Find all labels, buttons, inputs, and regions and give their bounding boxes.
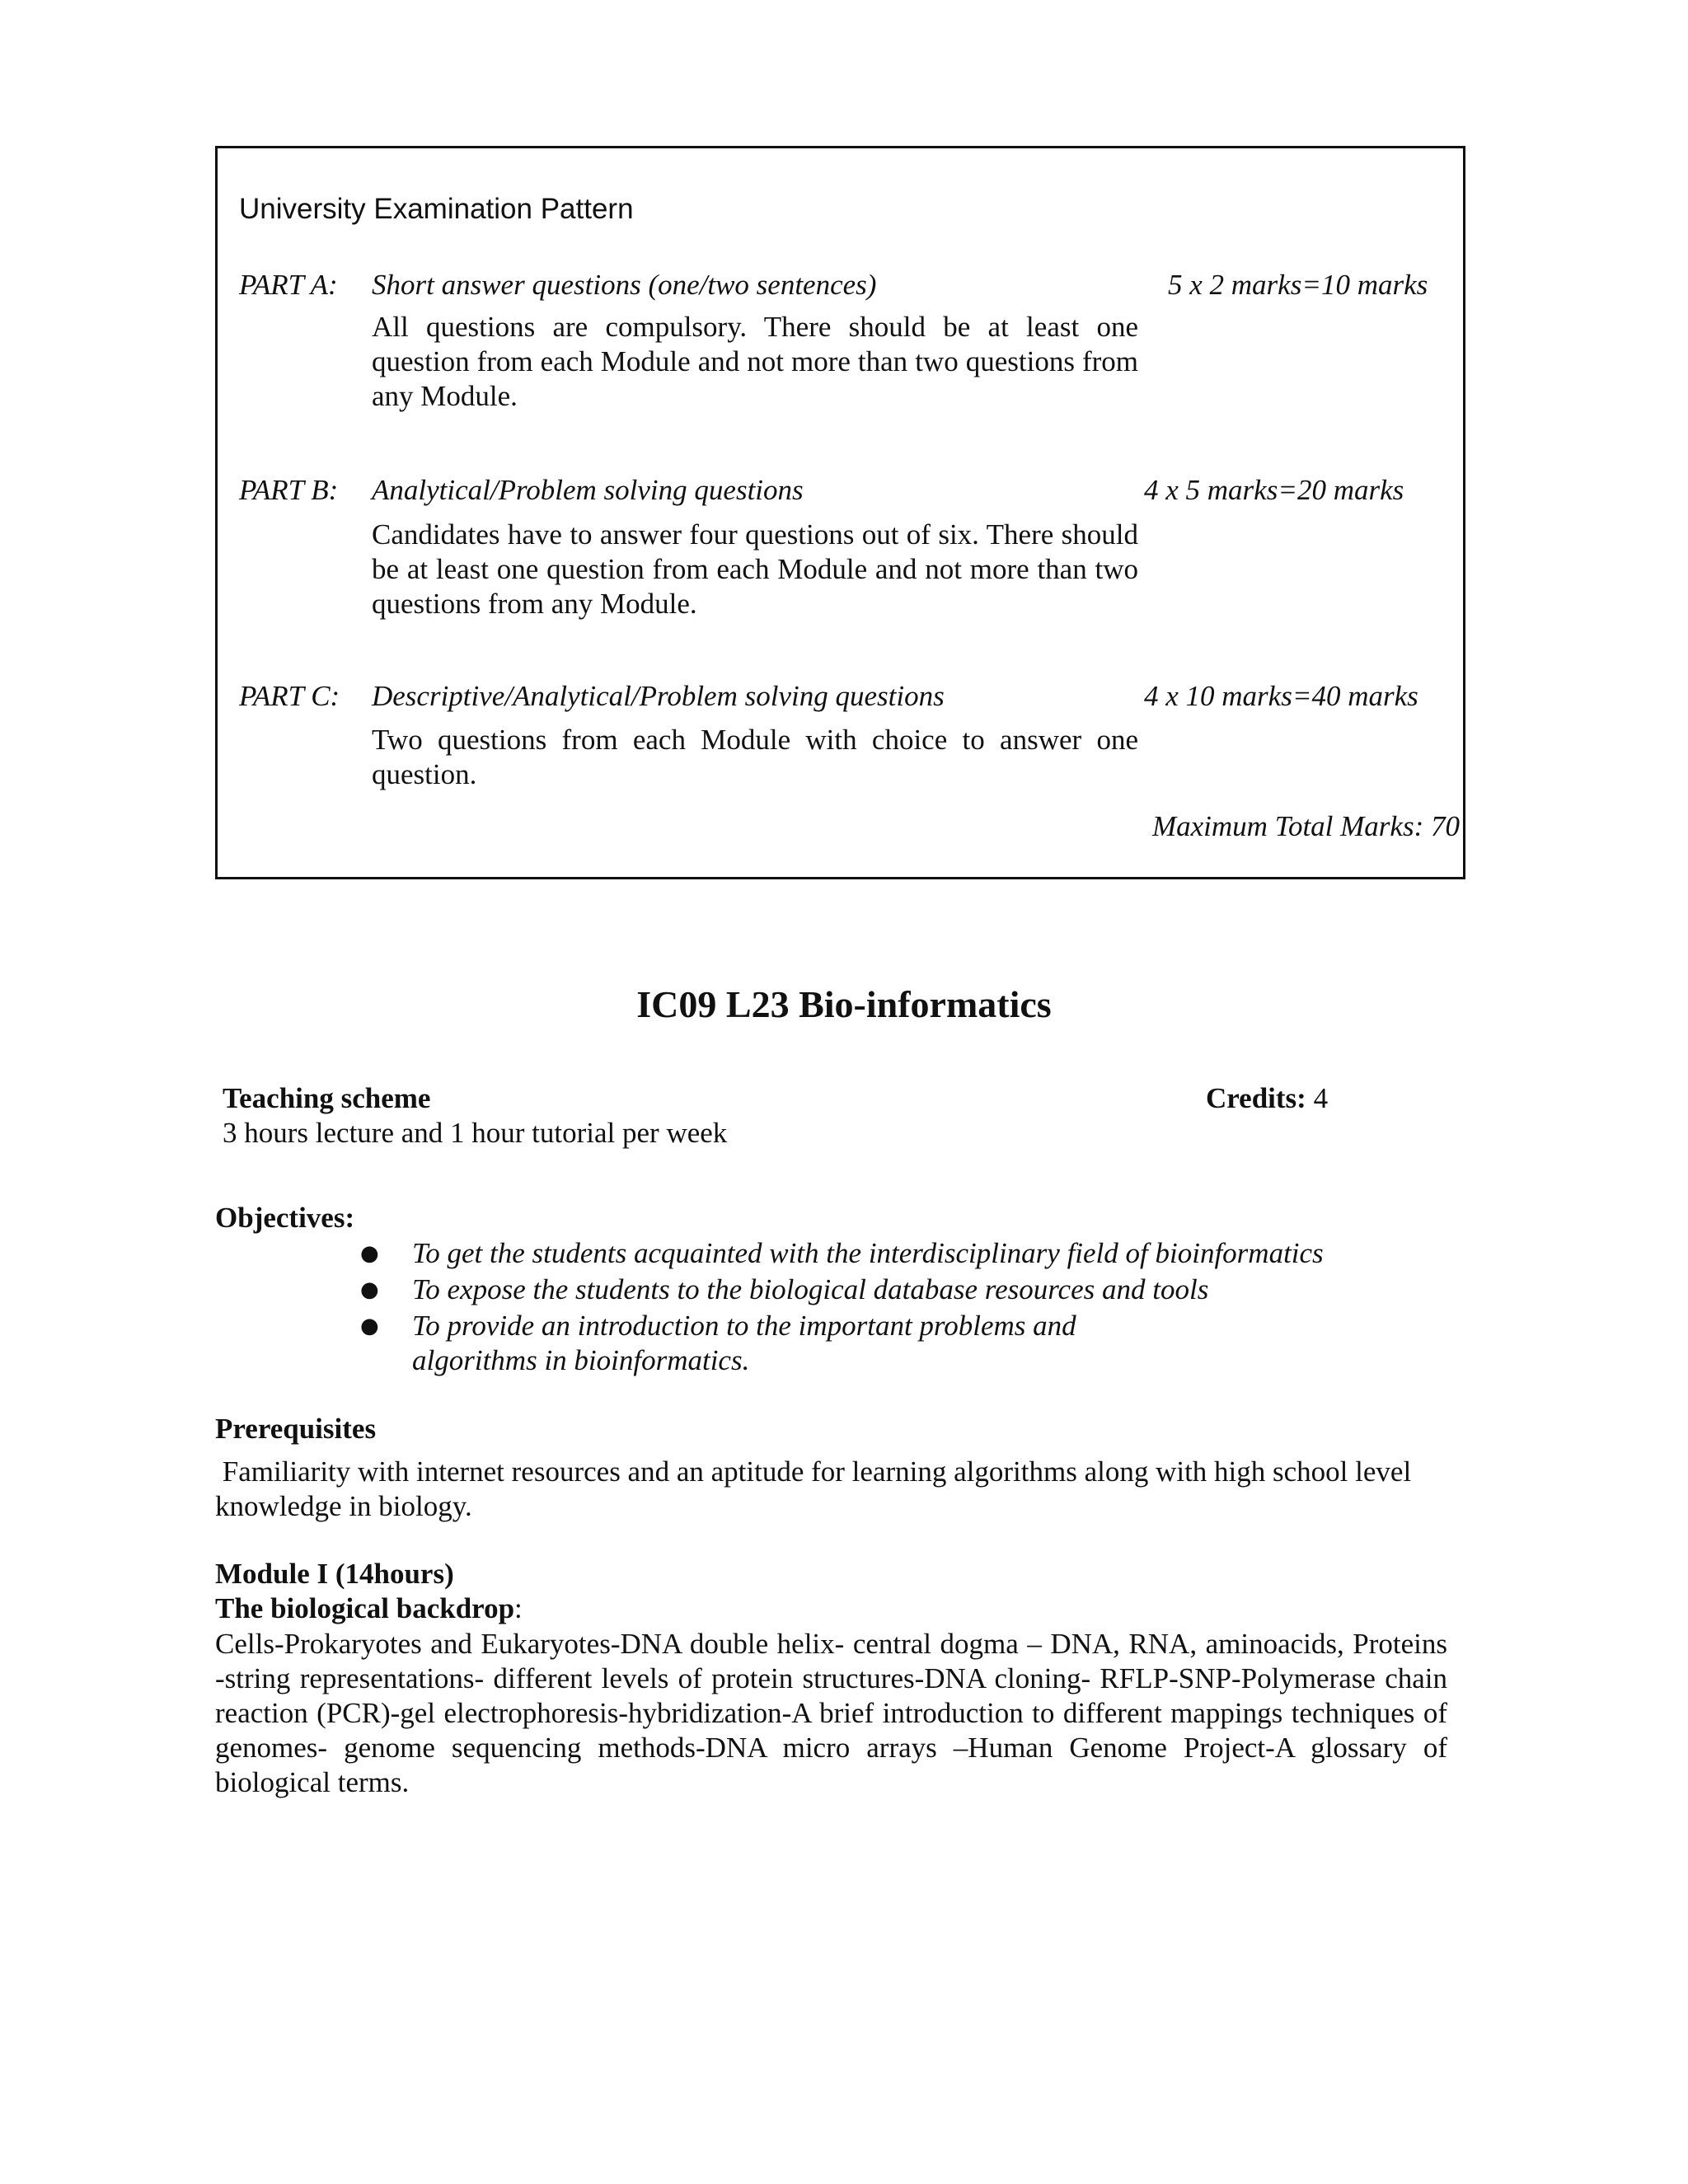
objective-text: To provide an introduction to the important problems and algorithms in bioinformatics. bbox=[412, 1310, 1076, 1376]
teaching-scheme-label: Teaching scheme bbox=[223, 1082, 431, 1114]
bullet-icon: ● bbox=[360, 1314, 379, 1338]
part-c-marks: 4 x 10 marks=40 marks bbox=[1144, 680, 1418, 712]
objectives-heading: Objectives: bbox=[215, 1202, 355, 1234]
bullet-icon: ● bbox=[360, 1241, 379, 1266]
objective-item bbox=[359, 1236, 1324, 1271]
part-b-label: PART B: bbox=[239, 474, 339, 506]
part-c-heading: Descriptive/Analytical/Problem solving questions bbox=[372, 680, 945, 712]
prerequisites-text: Familiarity with internet resources and an aptitude for learning algorithms along with high school level knowledge in biology. bbox=[215, 1455, 1418, 1522]
part-b-heading: Analytical/Problem solving questions bbox=[372, 474, 804, 506]
objective-item bbox=[359, 1272, 1324, 1307]
prerequisites-heading: Prerequisites bbox=[215, 1413, 377, 1445]
course-title: IC09 L23 Bio-informatics bbox=[636, 983, 1052, 1025]
bullet-icon: ● bbox=[360, 1277, 379, 1302]
part-a-label: PART A: bbox=[239, 269, 338, 301]
part-c-label: PART C: bbox=[239, 680, 340, 712]
teaching-scheme-text: 3 hours lecture and 1 hour tutorial per week bbox=[223, 1117, 728, 1149]
part-a-marks: 5 x 2 marks=10 marks bbox=[1168, 269, 1428, 301]
exam-pattern-title: University Examination Pattern bbox=[239, 193, 634, 225]
part-b-description: Candidates have to answer four questions out of six. There should be at least one question from each Module and not more than two questions from any Module. bbox=[372, 518, 1138, 620]
credits bbox=[1206, 1082, 1328, 1115]
module-subheading: The biological backdrop bbox=[215, 1592, 515, 1624]
objective-text: To get the students acquainted with the interdisciplinary field of bioinformatics bbox=[412, 1237, 1324, 1269]
objective-item bbox=[359, 1309, 1137, 1378]
part-c-description: Two questions from each Module with choice to answer one question. bbox=[372, 724, 1138, 790]
credits-label: Credits: bbox=[1206, 1082, 1306, 1114]
objectives-list bbox=[359, 1236, 1324, 1380]
objective-text: To expose the students to the biological database resources and tools bbox=[412, 1273, 1209, 1305]
part-a-description: All questions are compulsory. There should be at least one question from each Module and not more than two questions from any Module. bbox=[372, 311, 1138, 412]
part-a-heading: Short answer questions (one/two sentences) bbox=[372, 269, 877, 301]
module-subheading-line bbox=[215, 1592, 523, 1625]
maximum-total-marks: Maximum Total Marks: 70 bbox=[1151, 810, 1460, 842]
module-heading: Module I (14hours) bbox=[215, 1558, 454, 1590]
credits-value: 4 bbox=[1313, 1082, 1329, 1114]
module-text: Cells-Prokaryotes and Eukaryotes-DNA double helix- central dogma – DNA, RNA, aminoacids, Proteins -string representations- different levels of protein structures-DNA cloning- RFLP-SNP-Polymerase chain reaction (PCR)-gel electrophoresis-hybridization-A brief introduction to different mappings techniques of genomes- genome sequencing methods-DNA micro arrays –Human Genome Project-A glossary of biological terms. bbox=[215, 1628, 1447, 1798]
part-b-marks: 4 x 5 marks=20 marks bbox=[1144, 474, 1404, 506]
module-subheading-suffix: : bbox=[514, 1592, 523, 1624]
exam-pattern-box bbox=[215, 146, 1465, 879]
